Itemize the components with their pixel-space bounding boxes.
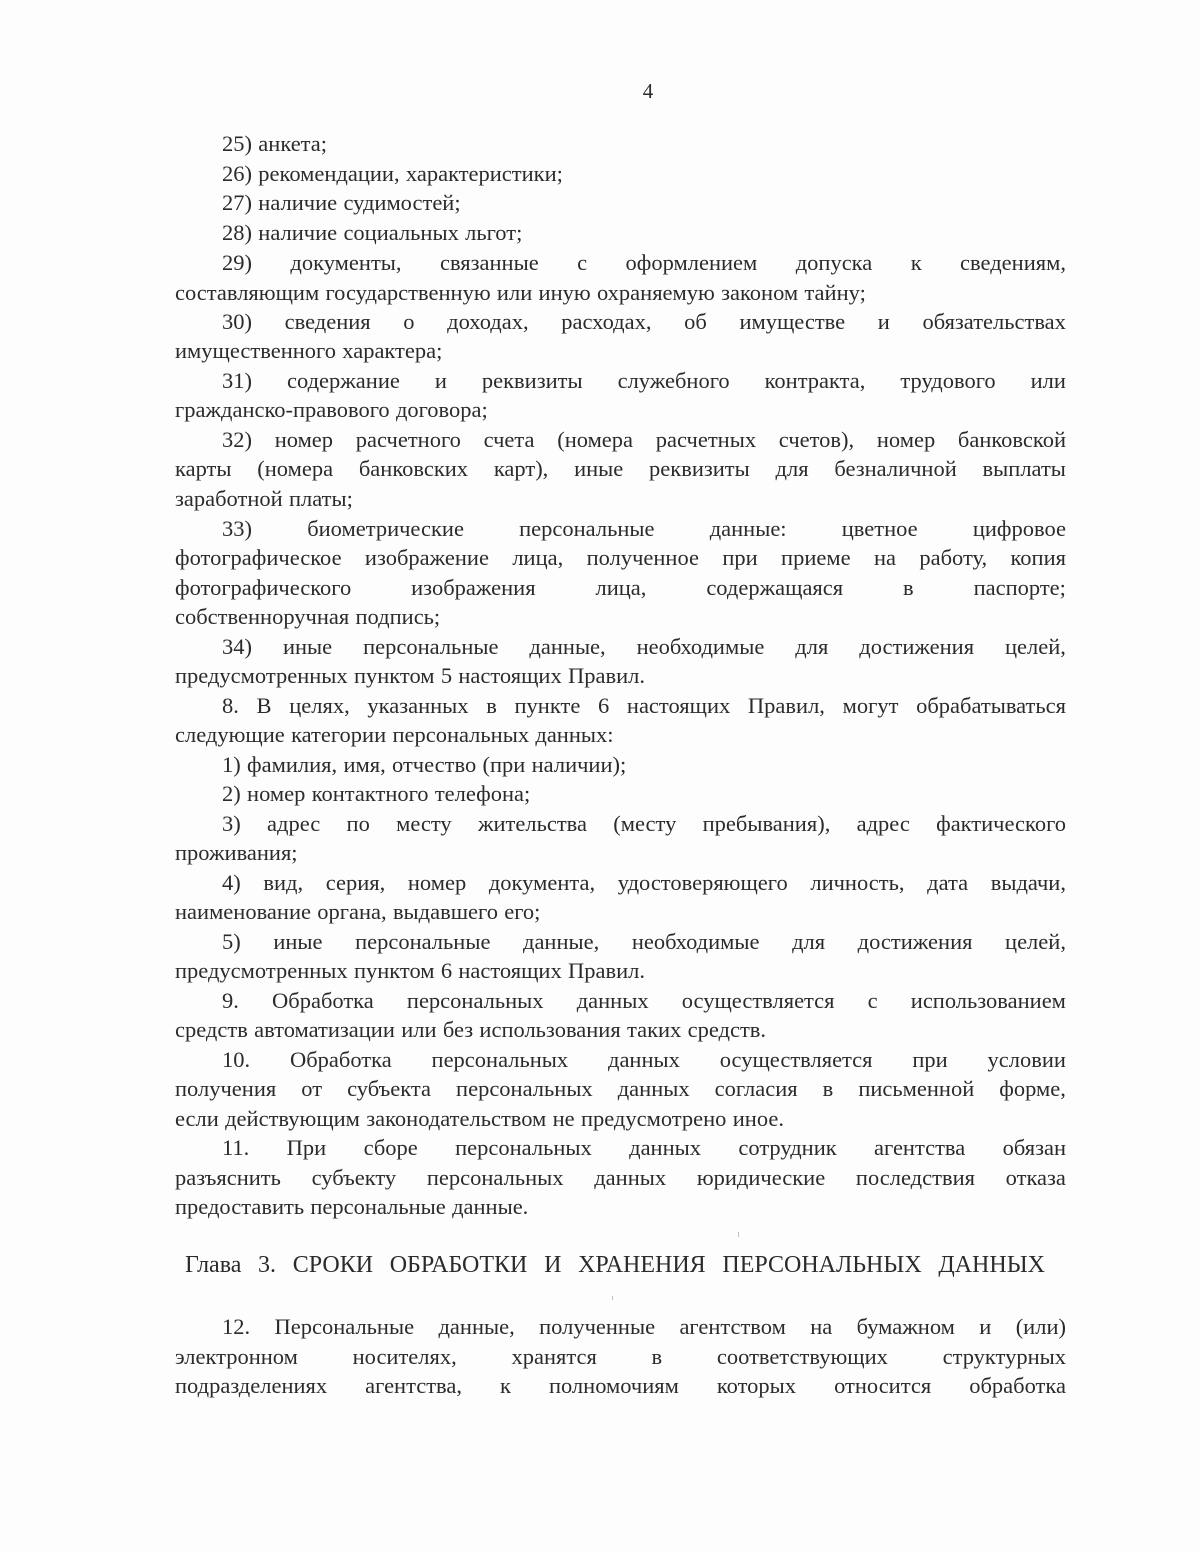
word: хранятся (511, 1344, 597, 1369)
word: действующим (225, 1106, 360, 1131)
heading-word: И (544, 1252, 562, 1278)
word: изображения (411, 575, 536, 600)
text-line (175, 573, 1066, 603)
word: (или) (1015, 1314, 1066, 1339)
text-line (175, 897, 1066, 927)
word: карт), (493, 456, 549, 481)
text-line (175, 1192, 1066, 1222)
word: сведения (284, 309, 371, 334)
word: данных (617, 1076, 690, 1101)
word: обязательствах (922, 309, 1066, 334)
word: предусмотренных (175, 663, 348, 688)
word: телефона; (434, 781, 531, 806)
word: необходимые (631, 929, 760, 954)
word: договора; (395, 397, 488, 422)
word: банковской (957, 427, 1066, 452)
word: данные, (529, 634, 606, 659)
word: карты (175, 456, 232, 481)
word: персональные (355, 929, 491, 954)
word: обрабатываться (916, 693, 1066, 718)
word: фотографического (175, 575, 352, 600)
text-line (222, 868, 1066, 898)
word: номер (407, 870, 467, 895)
word: лица, (512, 545, 564, 570)
word: счетов), (778, 427, 855, 452)
text-line (222, 514, 1066, 544)
word: персональных (455, 1135, 592, 1160)
word: пункте (514, 693, 581, 718)
word: 6 (597, 693, 610, 718)
word: осуществляется (681, 988, 835, 1013)
chapter-heading (185, 1249, 1045, 1281)
text-line (175, 956, 1066, 986)
word: Правил. (568, 663, 646, 688)
word: условии (987, 1047, 1066, 1072)
word: документа, (488, 870, 596, 895)
word: 5) (222, 929, 241, 954)
word: которых (716, 1373, 797, 1398)
word: расходах, (561, 309, 652, 334)
word: 11. (222, 1135, 250, 1160)
word: и (979, 1314, 992, 1339)
word: 28) (222, 220, 252, 245)
heading-word: ДАННЫХ (938, 1252, 1045, 1278)
word: данных (576, 988, 649, 1013)
word: допуска (795, 250, 873, 275)
word: пребывания), (702, 811, 831, 836)
word: данные: (709, 516, 787, 541)
word: 31) (222, 368, 252, 393)
word: реквизиты (481, 368, 583, 393)
word: сведениям, (960, 250, 1066, 275)
word: государственную (325, 280, 491, 305)
word: фактического (936, 811, 1066, 836)
word: юридические (696, 1165, 826, 1190)
word: 27) (222, 190, 252, 215)
word: имуществе (739, 309, 846, 334)
word: осуществляется (719, 1047, 873, 1072)
word: подпись; (355, 604, 441, 629)
text-line (222, 218, 1066, 248)
word: разъяснить (175, 1165, 281, 1190)
word: трудового (900, 368, 996, 393)
word: в (651, 1344, 663, 1369)
word: 10. (222, 1047, 251, 1072)
text-line (222, 425, 1066, 455)
word: сотрудник (738, 1135, 837, 1160)
word: проживания; (175, 840, 298, 865)
text-line (222, 809, 1066, 839)
text-line (175, 1104, 1066, 1134)
word: предоставить (175, 1194, 305, 1219)
word: при (912, 1047, 948, 1072)
word: имя, (343, 752, 386, 777)
word: в (486, 693, 497, 718)
word: данные, (523, 929, 600, 954)
word: персональных (431, 1047, 569, 1072)
text-line (222, 129, 1066, 159)
word: наличие (258, 190, 338, 215)
word: выдавшего (392, 899, 498, 924)
word: или (1030, 368, 1066, 393)
text-line (175, 543, 1066, 573)
word: серия, (325, 870, 386, 895)
word: иную (538, 280, 591, 305)
word: 9. (222, 988, 239, 1013)
text-line (222, 1045, 1066, 1075)
word: форме, (999, 1076, 1066, 1101)
word: наименование (175, 899, 311, 924)
word: удостоверяющего (617, 870, 788, 895)
word: 8. (222, 693, 239, 718)
word: (номера (257, 456, 334, 481)
word: и (434, 368, 447, 393)
word: субъекта (347, 1076, 431, 1101)
word: о (403, 309, 415, 334)
word: и (877, 309, 890, 334)
text-line (222, 1133, 1066, 1163)
word: номер (274, 427, 334, 452)
word: характеристики; (405, 161, 563, 186)
word: использования (479, 1017, 621, 1042)
word: В (256, 693, 272, 718)
word: законодательством (366, 1106, 547, 1131)
word: паспорте; (973, 575, 1066, 600)
word: агентством (679, 1314, 786, 1339)
page-number: 4 (642, 79, 654, 103)
word: об (684, 309, 707, 334)
word: при (722, 545, 758, 570)
word: персональные (363, 634, 499, 659)
word: пунктом (353, 958, 435, 983)
word: Правил, (747, 693, 825, 718)
word: содержащаяся (706, 575, 844, 600)
word: изображение (364, 545, 489, 570)
word: адрес (267, 811, 321, 836)
text-line (222, 927, 1066, 957)
word: собственноручная (175, 604, 350, 629)
word: таких (626, 1017, 682, 1042)
word: персональных (426, 1165, 564, 1190)
text-line (222, 188, 1066, 218)
heading-word: ХРАНЕНИЯ (578, 1252, 706, 1278)
word: анкета; (258, 131, 328, 156)
text-line (175, 661, 1066, 691)
heading-word: Глава (185, 1252, 242, 1278)
word: следующие (175, 722, 285, 747)
word: средств (175, 1017, 248, 1042)
word: месту (396, 811, 452, 836)
word: персональные (519, 516, 655, 541)
text-line (222, 986, 1066, 1016)
word: доходах, (447, 309, 529, 334)
word: с (577, 250, 588, 275)
word: При (286, 1135, 327, 1160)
word: 26) (222, 161, 252, 186)
word: персональные (310, 1194, 446, 1219)
word: к (910, 250, 922, 275)
word: целей, (1005, 929, 1066, 954)
text-line (175, 484, 1066, 514)
word: целях, (289, 693, 350, 718)
word: расчетных (655, 427, 757, 452)
word: номер (876, 427, 936, 452)
heading-word: ОБРАБОТКИ (389, 1252, 528, 1278)
word: 4) (222, 870, 241, 895)
word: сборе (363, 1135, 418, 1160)
word: цифровое (972, 516, 1066, 541)
word: или (401, 1017, 437, 1042)
word: (месту (613, 811, 677, 836)
word: или (496, 280, 533, 305)
word: (номера (557, 427, 634, 452)
word: выплаты (982, 456, 1066, 481)
word: 34) (222, 634, 252, 659)
word: наличии); (531, 752, 627, 777)
word: контракта, (764, 368, 866, 393)
word: субъекту (311, 1165, 397, 1190)
word: тайну; (804, 280, 866, 305)
word: достижения (857, 929, 973, 954)
text-line (222, 779, 1066, 809)
word: реквизиты (649, 456, 750, 481)
word: данных: (535, 722, 614, 747)
word: 32) (222, 427, 252, 452)
word: целей, (1005, 634, 1066, 659)
word: на (810, 1314, 833, 1339)
word: последствия (855, 1165, 975, 1190)
word: без (442, 1017, 474, 1042)
word: копия (1010, 545, 1066, 570)
word: 1) (222, 752, 241, 777)
word: фотографическое (175, 545, 342, 570)
word: заработной (175, 486, 283, 511)
word: охраняемую (596, 280, 715, 305)
word: характера; (342, 338, 443, 363)
word: автоматизации (254, 1017, 395, 1042)
heading-word: СРОКИ (292, 1252, 374, 1278)
text-line (175, 720, 1066, 750)
word: носителях, (352, 1344, 457, 1369)
word: могут (842, 693, 899, 718)
text-line (175, 1371, 1066, 1401)
word: контактного (311, 781, 429, 806)
word: расчетного (355, 427, 461, 452)
word: отчество (392, 752, 477, 777)
word: обработка (969, 1373, 1066, 1398)
word: если (175, 1106, 219, 1131)
word: полномочиям (548, 1373, 679, 1398)
word: к (499, 1373, 511, 1398)
text-line (175, 1015, 1066, 1045)
word: льгот; (465, 220, 523, 245)
word: с (867, 988, 878, 1013)
word: подразделениях (175, 1373, 328, 1398)
word: гражданско-правового (175, 397, 390, 422)
word: иные (574, 456, 624, 481)
text-line (175, 454, 1066, 484)
word: 6 (440, 958, 453, 983)
text-line (175, 336, 1066, 366)
word: данных (629, 1135, 702, 1160)
word: полученные (539, 1314, 656, 1339)
word: Обработка (272, 988, 374, 1013)
word: настоящих (626, 693, 731, 718)
word: Правил. (568, 958, 646, 983)
word: средств. (687, 1017, 767, 1042)
text-line (222, 750, 1066, 780)
word: Обработка (289, 1047, 392, 1072)
word: рекомендации, (258, 161, 400, 186)
word: адрес (856, 811, 910, 836)
word: от (301, 1076, 323, 1101)
heading-word: 3. (258, 1252, 277, 1278)
word: 29) (222, 250, 252, 275)
word: по (346, 811, 370, 836)
word: выдачи, (990, 870, 1066, 895)
word: законом (721, 280, 799, 305)
word: фамилия, (247, 752, 338, 777)
word: имущественного (175, 338, 336, 363)
word: агентства, (365, 1373, 462, 1398)
text-line (175, 1074, 1066, 1104)
word: в (822, 1076, 834, 1101)
word: предусмотрено (580, 1106, 727, 1131)
word: безналичной (834, 456, 957, 481)
word: агентства (874, 1135, 966, 1160)
text-line (222, 1312, 1066, 1342)
word: персональных (392, 722, 530, 747)
word: 25) (222, 131, 252, 156)
word: категории (291, 722, 387, 747)
word: иное. (732, 1106, 784, 1131)
word: для (795, 634, 829, 659)
word: на (873, 545, 896, 570)
word: социальных (343, 220, 459, 245)
word: 2) (222, 781, 241, 806)
word: 30) (222, 309, 252, 334)
word: связанные (439, 250, 539, 275)
word: данных (594, 1165, 667, 1190)
word: лица, (595, 575, 647, 600)
word: банковских (358, 456, 469, 481)
word: 33) (222, 516, 252, 541)
text-line (222, 248, 1066, 278)
word: для (775, 456, 809, 481)
word: иные (282, 634, 333, 659)
word: данные, (438, 1314, 515, 1339)
word: соответствующих (716, 1344, 888, 1369)
word: настоящих (458, 958, 562, 983)
word: данных (608, 1047, 680, 1072)
text-line (222, 691, 1066, 721)
word: иные (273, 929, 323, 954)
word: его; (504, 899, 541, 924)
word: органа, (317, 899, 387, 924)
word: письменной (858, 1076, 975, 1101)
word: электронном (175, 1344, 298, 1369)
word: 3) (222, 811, 241, 836)
word: относится (834, 1373, 932, 1398)
word: работу, (919, 545, 988, 570)
text-line (222, 632, 1066, 662)
word: счета (483, 427, 535, 452)
word: 12. (222, 1314, 251, 1339)
word: приеме (781, 545, 851, 570)
word: структурных (942, 1344, 1066, 1369)
word: предусмотренных (175, 958, 348, 983)
text-line (222, 159, 1066, 189)
word: для (792, 929, 826, 954)
word: персональных (456, 1076, 593, 1101)
word: персональных (406, 988, 544, 1013)
word: платы; (288, 486, 353, 511)
word: составляющим (175, 280, 320, 305)
word: бумажном (856, 1314, 955, 1339)
word: указанных (367, 693, 469, 718)
word: достижения (859, 634, 975, 659)
word: дата (927, 870, 969, 895)
text-line (175, 395, 1066, 425)
word: пунктом (353, 663, 435, 688)
word: в (903, 575, 914, 600)
word: оформлением (625, 250, 758, 275)
word: документы, (290, 250, 402, 275)
text-line (222, 307, 1066, 337)
word: личность, (810, 870, 905, 895)
text-line (222, 366, 1066, 396)
word: биометрические (307, 516, 464, 541)
word: необходимые (636, 634, 765, 659)
text-line (175, 838, 1066, 868)
word: номер (247, 781, 306, 806)
heading-word: ПЕРСОНАЛЬНЫХ (722, 1252, 922, 1278)
word: наличие (258, 220, 338, 245)
word: служебного (617, 368, 730, 393)
word: получения (175, 1076, 277, 1101)
scan-speck (612, 1296, 613, 1300)
text-line (175, 1163, 1066, 1193)
word: полученное (586, 545, 699, 570)
word: содержание (286, 368, 400, 393)
word: не (552, 1106, 575, 1131)
word: жительства (477, 811, 587, 836)
text-line (175, 1342, 1066, 1372)
word: согласия (714, 1076, 798, 1101)
scan-speck (738, 1232, 739, 1237)
word: 5 (440, 663, 453, 688)
text-line (175, 602, 1066, 632)
word: вид, (263, 870, 304, 895)
word: судимостей; (343, 190, 461, 215)
word: (при (482, 752, 526, 777)
word: отказа (1005, 1165, 1066, 1190)
word: настоящих (458, 663, 562, 688)
word: Персональные (274, 1314, 415, 1339)
word: данные. (452, 1194, 529, 1219)
text-line (175, 278, 1066, 308)
word: цветное (841, 516, 918, 541)
word: обязан (1002, 1135, 1066, 1160)
word: использованием (910, 988, 1066, 1013)
